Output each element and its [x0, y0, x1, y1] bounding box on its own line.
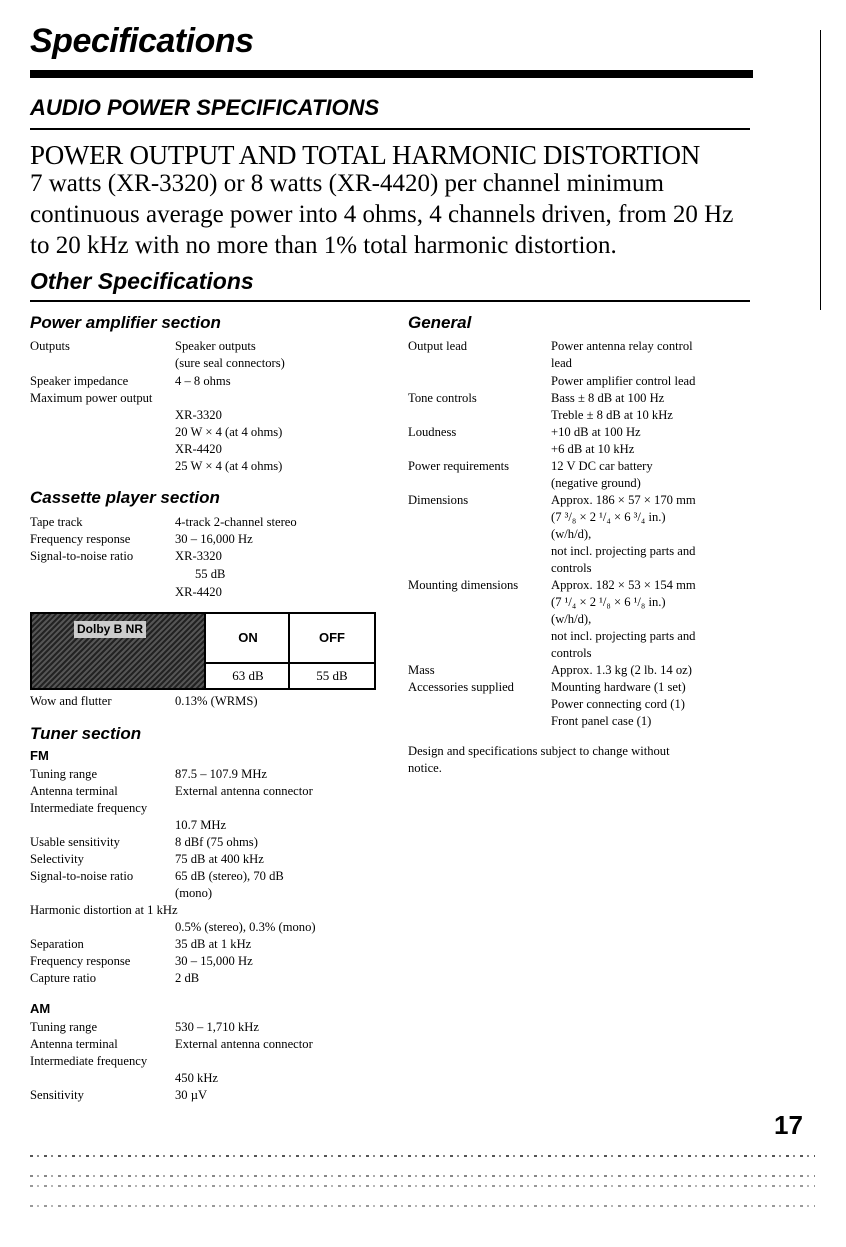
max-power-value: XR-3320 — [175, 408, 222, 422]
fm-selectivity-value: 75 dB at 400 kHz — [175, 852, 264, 866]
fm-range-value: 87.5 – 107.9 MHz — [175, 767, 267, 781]
wow-label: Wow and flutter — [30, 694, 112, 708]
tape-track-value: 4-track 2-channel stereo — [175, 515, 297, 529]
power-req-value: 12 V DC car battery — [551, 459, 653, 473]
am-sensitivity-value: 30 µV — [175, 1088, 208, 1102]
other-specifications-heading: Other Specifications — [30, 268, 254, 294]
fm-snr-value: 65 dB (stereo), 70 dB — [175, 869, 284, 883]
max-power-label: Maximum power output — [30, 391, 153, 405]
cassette-heading: Cassette player section — [30, 488, 220, 507]
tone-value: Bass ± 8 dB at 100 Hz — [551, 391, 665, 405]
am-if-value: 450 kHz — [175, 1071, 219, 1085]
other-rule — [30, 300, 750, 302]
fm-snr-value: (mono) — [175, 886, 213, 900]
am-if-label: Intermediate frequency — [30, 1054, 148, 1068]
tuner-heading: Tuner section — [30, 724, 142, 743]
dolby-on-header: ON — [204, 614, 290, 662]
mass-label: Mass — [408, 663, 435, 677]
outputs-value: (sure seal connectors) — [175, 356, 285, 370]
dimensions-value: (7 ³/₈ × 2 ¹/₄ × 6 ³/₄ in.) — [551, 510, 666, 524]
output-lead-value: lead — [551, 356, 572, 370]
am-antenna-value: External antenna connector — [175, 1037, 313, 1051]
accessories-value: Power connecting cord (1) — [551, 697, 685, 711]
fm-if-value: 10.7 MHz — [175, 818, 227, 832]
loudness-value: +10 dB at 100 Hz — [551, 425, 641, 439]
title-rule — [30, 70, 753, 78]
output-lead-value: Power amplifier control lead — [551, 374, 696, 388]
fm-if-label: Intermediate frequency — [30, 801, 148, 815]
power-amplifier-heading: Power amplifier section — [30, 313, 221, 332]
fm-antenna-label: Antenna terminal — [30, 784, 118, 798]
loudness-value: +6 dB at 10 kHz — [551, 442, 635, 456]
mounting-value: (7 ¹/₄ × 2 ¹/₈ × 6 ¹/₈ in.) — [551, 595, 666, 609]
fm-freq-value: 30 – 15,000 Hz — [175, 954, 253, 968]
wow-value: 0.13% (WRMS) — [175, 694, 258, 708]
dimensions-value: (w/h/d), — [551, 527, 592, 541]
snr-label: Signal-to-noise ratio — [30, 549, 134, 563]
mounting-value: not incl. projecting parts and — [551, 629, 696, 643]
fm-freq-label: Frequency response — [30, 954, 131, 968]
am-sensitivity-label: Sensitivity — [30, 1088, 84, 1102]
max-power-value: 20 W × 4 (at 4 ohms) — [175, 425, 283, 439]
fm-separation-value: 35 dB at 1 kHz — [175, 937, 252, 951]
dimensions-value: not incl. projecting parts and — [551, 544, 696, 558]
output-lead-value: Power antenna relay control — [551, 339, 693, 353]
fm-harmonic-value: 0.5% (stereo), 0.3% (mono) — [175, 920, 316, 934]
snr-value: 55 dB — [195, 567, 226, 581]
power-req-value: (negative ground) — [551, 476, 641, 490]
fm-selectivity-label: Selectivity — [30, 852, 84, 866]
output-lead-label: Output lead — [408, 339, 468, 353]
max-power-value: 25 W × 4 (at 4 ohms) — [175, 459, 283, 473]
page-title: Specifications — [30, 22, 254, 60]
dolby-off-value: 55 dB — [288, 664, 374, 688]
outputs-value: Speaker outputs — [175, 339, 256, 353]
max-power-value: XR-4420 — [175, 442, 222, 456]
outputs-label: Outputs — [30, 339, 70, 353]
dolby-label: Dolby B NR — [74, 621, 146, 638]
page-number: 17 — [774, 1110, 803, 1140]
dolby-table — [30, 612, 376, 690]
tone-label: Tone controls — [408, 391, 477, 405]
loudness-label: Loudness — [408, 425, 457, 439]
tone-value: Treble ± 8 dB at 10 kHz — [551, 408, 673, 422]
snr-value: XR-4420 — [175, 585, 222, 599]
am-heading: AM — [30, 1001, 51, 1016]
mounting-value: (w/h/d), — [551, 612, 592, 626]
am-range-value: 530 – 1,710 kHz — [175, 1020, 259, 1034]
dimensions-label: Dimensions — [408, 493, 469, 507]
mounting-label: Mounting dimensions — [408, 578, 519, 592]
fm-antenna-value: External antenna connector — [175, 784, 313, 798]
dolby-on-value: 63 dB — [204, 664, 290, 688]
frequency-value: 30 – 16,000 Hz — [175, 532, 253, 546]
accessories-label: Accessories supplied — [408, 680, 514, 694]
mass-value: Approx. 1.3 kg (2 lb. 14 oz) — [551, 663, 692, 677]
fm-usable-value: 8 dBf (75 ohms) — [175, 835, 258, 849]
am-range-label: Tuning range — [30, 1020, 98, 1034]
power-req-label: Power requirements — [408, 459, 510, 473]
notice-text: Design and specifications subject to change without — [408, 744, 670, 758]
fm-range-label: Tuning range — [30, 767, 98, 781]
audio-power-heading: AUDIO POWER SPECIFICATIONS — [30, 95, 380, 120]
accessories-value: Mounting hardware (1 set) — [551, 680, 686, 694]
fm-capture-value: 2 dB — [175, 971, 200, 985]
distortion-body: 7 watts (XR-3320) or 8 watts (XR-4420) per channel minimum continuous average power into 4 ohms, 4 channels driven, from 20 Hz to 20 kHz with no more than 1% total harmonic distortion. — [30, 170, 734, 259]
audio-rule — [30, 128, 750, 130]
dimensions-value: controls — [551, 561, 592, 575]
notice-text: notice. — [408, 761, 442, 775]
scan-noise — [30, 1175, 815, 1177]
fm-heading: FM — [30, 748, 49, 763]
dolby-cassette-type-graphic — [32, 614, 204, 688]
fm-usable-label: Usable sensitivity — [30, 835, 120, 849]
accessories-value: Front panel case (1) — [551, 714, 652, 728]
mounting-value: Approx. 182 × 53 × 154 mm — [551, 578, 696, 592]
scan-noise — [30, 1205, 815, 1207]
margin-line — [820, 30, 821, 310]
mounting-value: controls — [551, 646, 592, 660]
am-antenna-label: Antenna terminal — [30, 1037, 118, 1051]
dolby-off-header: OFF — [288, 614, 374, 662]
frequency-label: Frequency response — [30, 532, 131, 546]
scan-noise — [30, 1185, 815, 1187]
fm-separation-label: Separation — [30, 937, 84, 951]
fm-snr-label: Signal-to-noise ratio — [30, 869, 134, 883]
snr-value: XR-3320 — [175, 549, 222, 563]
impedance-value: 4 – 8 ohms — [175, 374, 231, 388]
impedance-label: Speaker impedance — [30, 374, 129, 388]
dimensions-value: Approx. 186 × 57 × 170 mm — [551, 493, 696, 507]
scan-noise — [30, 1155, 815, 1157]
fm-capture-label: Capture ratio — [30, 971, 97, 985]
fm-harmonic-label: Harmonic distortion at 1 kHz — [30, 903, 178, 917]
general-heading: General — [408, 313, 472, 332]
distortion-title: POWER OUTPUT AND TOTAL HARMONIC DISTORTION — [30, 140, 700, 170]
tape-track-label: Tape track — [30, 515, 83, 529]
